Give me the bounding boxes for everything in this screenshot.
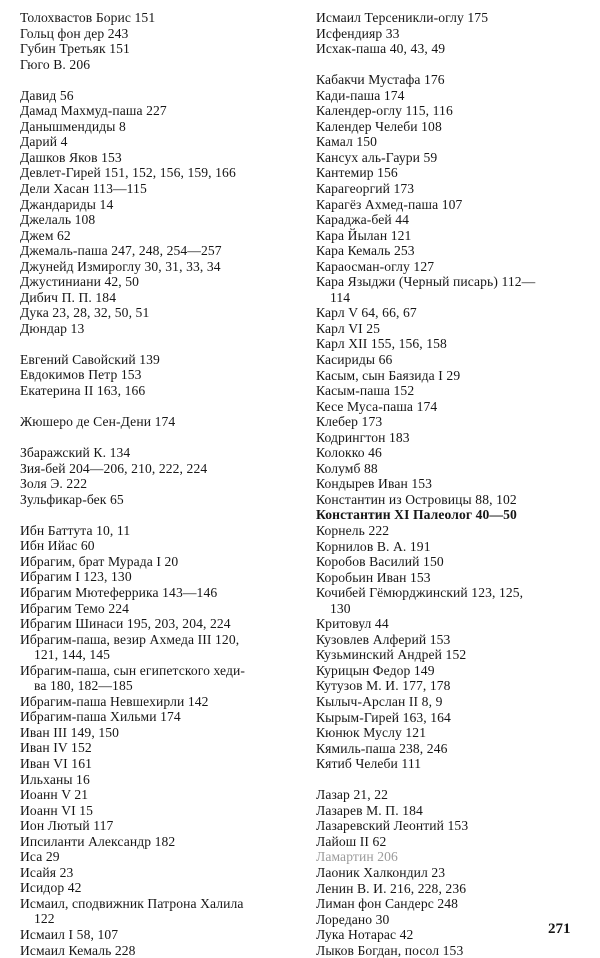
index-entry: Ибрагим-паша, везир Ахмеда III 120, [20, 631, 240, 647]
index-entry: Курицын Федор 149 [316, 662, 435, 678]
index-entry: Лоредано 30 [316, 911, 390, 927]
index-entry: Корнель 222 [316, 523, 390, 538]
index-entry: Дарий 4 [20, 134, 68, 150]
index-entry: Карл XII 155, 156, 158 [316, 336, 447, 352]
index-entry: Кузовлев Алферий 153 [316, 631, 451, 647]
index-entry: Губин Третьяк 151 [20, 41, 130, 57]
index-entry: Дели Хасан 113—115 [20, 180, 147, 196]
index-entry-continuation: ва 180, 182—185 [34, 678, 133, 694]
index-entry: Джандариды 14 [20, 196, 114, 212]
index-entry: Исхак-паша 40, 43, 49 [316, 41, 446, 57]
index-entry: Карл VI 25 [316, 320, 381, 336]
index-entry: Ибрагим-паша Хильми 174 [20, 709, 181, 725]
index-entry-continuation: 130 [330, 600, 351, 616]
index-entry: Лыков Богдан, посол 153 [316, 942, 464, 958]
index-entry: Лазаревский Леонтий 153 [316, 818, 469, 834]
index-entry: Исмаил Терсеникли-оглу 175 [316, 10, 489, 25]
index-entry: Ильханы 16 [20, 771, 90, 787]
index-entry: Толохвастов Борис 151 [20, 10, 156, 25]
index-entry: Караджа-бей 44 [316, 212, 410, 228]
index-entry: Зия-бей 204—206, 210, 222, 224 [20, 460, 208, 476]
index-entry: Лайош II 62 [316, 833, 387, 849]
index-entry: Касириды 66 [316, 351, 393, 367]
index-entry: Карагеоргий 173 [316, 180, 415, 196]
index-section-gap [20, 430, 300, 446]
index-entry: Збаражский К. 134 [20, 445, 131, 461]
index-entry: Кузьминский Андрей 152 [316, 647, 467, 663]
index-entry: Дашков Яков 153 [20, 149, 122, 165]
index-entry: Константин XI Палеолог 40—50 [316, 507, 517, 523]
index-entry: Лука Нотарас 42 [316, 927, 414, 943]
index-entry: Ламартин 206 [316, 849, 398, 865]
index-entry: Кырым-Гирей 163, 164 [316, 709, 451, 725]
index-entry: Исмаил, сподвижник Патрона Халила [20, 895, 244, 911]
index-entry: Константин из Островицы 88, 102 [316, 491, 517, 507]
index-column-left [20, 10, 300, 958]
index-entry: Иса 29 [20, 849, 60, 865]
index-entry: Джем 62 [20, 227, 71, 243]
index-entry: Ибрагим Темо 224 [20, 600, 130, 616]
index-entry: Исайя 23 [20, 864, 74, 880]
index-entry: Критовул 44 [316, 616, 389, 632]
index-section-gap [20, 72, 300, 88]
index-entry: Кочибей Гёмюрджинский 123, 125, [316, 585, 524, 601]
index-entry: Ибрагим I 123, 130 [20, 569, 132, 585]
index-entry: Джустиниани 42, 50 [20, 274, 140, 290]
index-entry: Карагёз Ахмед-паша 107 [316, 196, 463, 212]
index-entry: Карл V 64, 66, 67 [316, 305, 417, 321]
index-column-right [316, 10, 592, 958]
index-entry: Коробьин Иван 153 [316, 569, 431, 585]
index-entry: Гюго В. 206 [20, 56, 91, 72]
index-entry: Иван IV 152 [20, 740, 92, 756]
index-entry: Кятиб Челеби 111 [316, 756, 422, 772]
page-number: 271 [548, 921, 571, 937]
index-entry: Екатерина II 163, 166 [20, 383, 146, 399]
index-entry: Календер Челеби 108 [316, 118, 442, 134]
index-entry: Исмаил I 58, 107 [20, 927, 119, 943]
index-entry: Касым, сын Баязида I 29 [316, 367, 461, 383]
index-entry: Гольц фон дер 243 [20, 25, 129, 41]
index-entry: Ибрагим-паша, сын египетского хеди- [20, 662, 245, 678]
index-entry: Лаоник Халкондил 23 [316, 864, 446, 880]
index-entry: Иван VI 161 [20, 756, 92, 772]
index-entry: Лазар 21, 22 [316, 787, 389, 803]
index-entry: Кантемир 156 [316, 165, 398, 181]
index-entry: Кади-паша 174 [316, 87, 405, 103]
index-entry: Ибрагим Шинаси 195, 203, 204, 224 [20, 616, 231, 632]
index-entry: Ибрагим Мютеферрика 143—146 [20, 585, 218, 600]
index-entry: Корнилов В. А. 191 [316, 538, 431, 554]
index-entry: Касым-паша 152 [316, 383, 415, 399]
index-entry-continuation: 122 [34, 911, 55, 927]
index-entry: Дюндар 13 [20, 320, 85, 336]
index-entry: Кодрингтон 183 [316, 429, 410, 445]
index-entry: Евгений Савойский 139 [20, 351, 160, 367]
index-entry: Кара Йылан 121 [316, 227, 412, 243]
index-entry: Исмаил Кемаль 228 [20, 942, 136, 958]
index-entry: Кесе Муса-паша 174 [316, 398, 438, 414]
index-entry: Лиман фон Сандерс 248 [316, 896, 459, 912]
index-entry: Кара Языджи (Черный писарь) 112— [316, 274, 536, 290]
index-entry: Календер-оглу 115, 116 [316, 103, 453, 119]
index-entry: Исидор 42 [20, 880, 82, 896]
index-section-gap [20, 336, 300, 352]
index-entry: Кутузов М. И. 177, 178 [316, 678, 451, 694]
index-entry: Зульфикар-бек 65 [20, 491, 124, 507]
index-entry: Коробов Василий 150 [316, 554, 444, 570]
index-entry: Кара Кемаль 253 [316, 243, 415, 259]
index-entry: Дамад Махмуд-паша 227 [20, 103, 167, 119]
index-entry: Иоанн VI 15 [20, 802, 94, 818]
index-entry: Иоанн V 21 [20, 787, 89, 803]
index-entry: Жюшеро де Сен-Дени 174 [20, 414, 176, 430]
index-entry: Джунейд Измироглу 30, 31, 33, 34 [20, 258, 221, 274]
index-entry: Клебер 173 [316, 414, 383, 430]
index-entry: Евдокимов Петр 153 [20, 367, 142, 383]
index-entry: Ибрагим, брат Мурада I 20 [20, 553, 179, 569]
index-entry: Лазарев М. П. 184 [316, 802, 423, 818]
index-entry: Колумб 88 [316, 460, 378, 476]
index-entry: Золя Э. 222 [20, 476, 88, 492]
index-entry: Колокко 46 [316, 445, 382, 461]
index-entry: Кабакчи Мустафа 176 [316, 72, 445, 88]
index-entry: Исфендияр 33 [316, 25, 400, 41]
index-entry: Ибн Баттута 10, 11 [20, 522, 131, 538]
index-entry: Джелаль 108 [20, 212, 96, 228]
index-entry: Джемаль-паша 247, 248, 254—257 [20, 243, 222, 259]
index-entry: Данышмендиды 8 [20, 118, 126, 134]
index-entry-continuation: 114 [330, 289, 351, 305]
index-entry: Караосман-оглу 127 [316, 258, 435, 274]
index-entry: Ибн Ийас 60 [20, 538, 95, 554]
index-entry: Кюнюк Муслу 121 [316, 725, 427, 741]
index-entry: Дибич П. П. 184 [20, 289, 117, 305]
index-section-gap [316, 57, 592, 73]
index-entry: Кылыч-Арслан II 8, 9 [316, 694, 443, 710]
index-entry: Иван III 149, 150 [20, 724, 120, 740]
index-entry: Кямиль-паша 238, 246 [316, 740, 448, 756]
index-entry: Ион Лютый 117 [20, 818, 114, 834]
index-entry: Девлет-Гирей 151, 152, 156, 159, 166 [20, 165, 236, 181]
index-entry: Ленин В. И. 216, 228, 236 [316, 880, 467, 896]
index-section-gap [20, 507, 300, 523]
index-entry: Дука 23, 28, 32, 50, 51 [20, 305, 150, 321]
index-entry: Камал 150 [316, 134, 378, 150]
index-entry: Давид 56 [20, 87, 74, 103]
index-entry: Кондырев Иван 153 [316, 476, 433, 492]
index-entry-continuation: 121, 144, 145 [34, 647, 111, 663]
index-entry: Кансух аль-Гаури 59 [316, 149, 438, 165]
index-section-gap [20, 399, 300, 415]
index-entry: Ипсиланти Александр 182 [20, 833, 176, 849]
index-entry: Ибрагим-паша Невшехирли 142 [20, 693, 209, 709]
index-section-gap [316, 772, 592, 788]
